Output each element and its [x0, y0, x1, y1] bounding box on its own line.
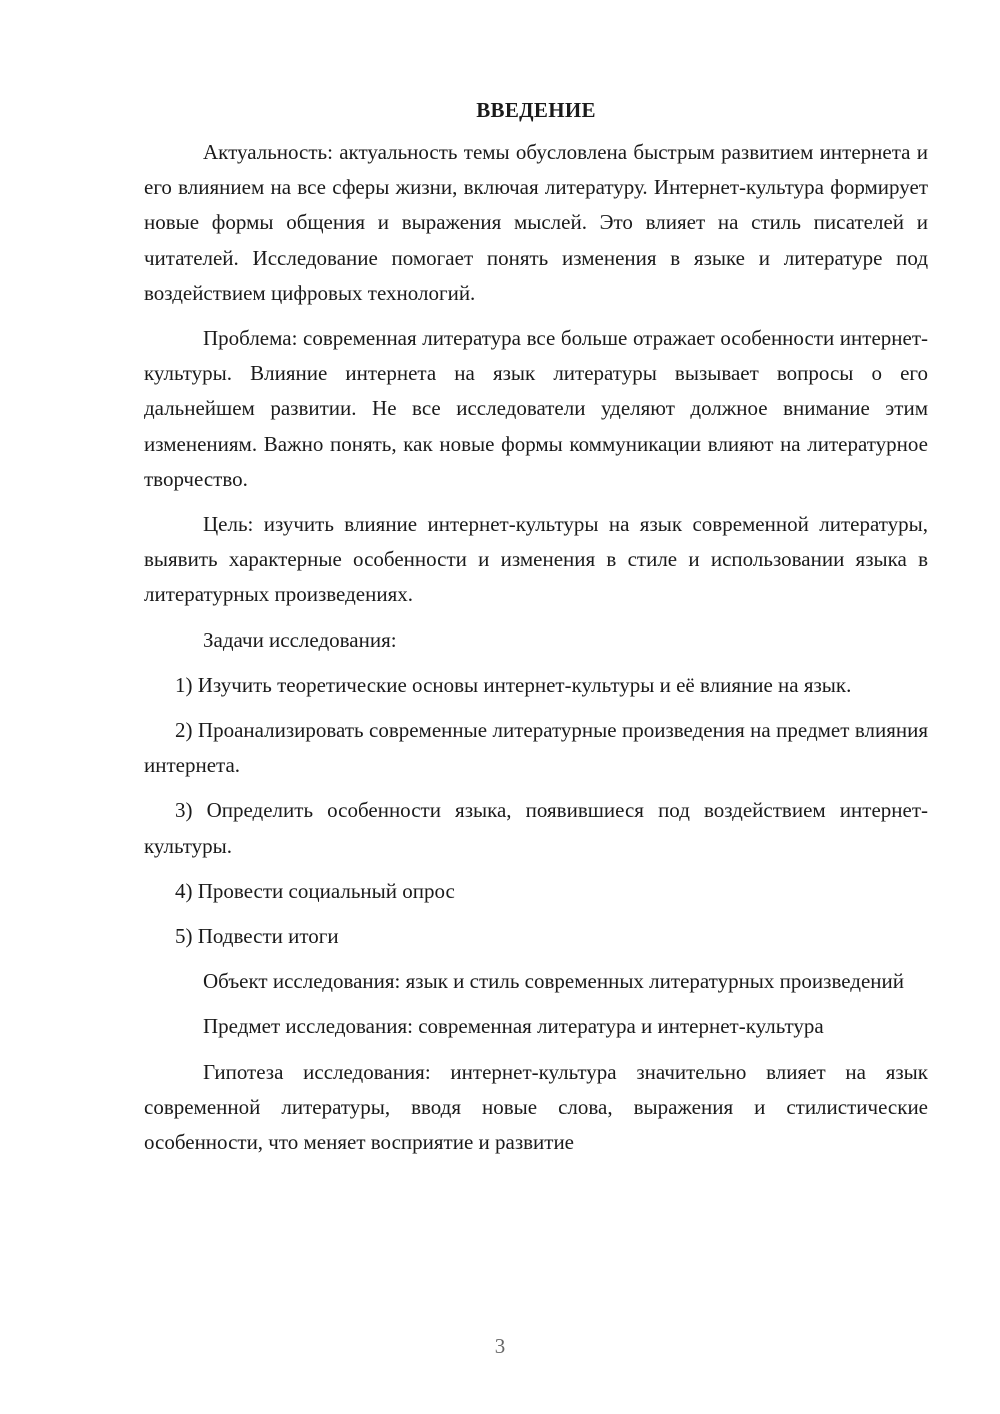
document-page	[144, 96, 928, 1170]
problem-paragraph: Проблема: современная литература все больше отражает особенности интернет-культуры. Влияние интернета на язык литературы вызывает вопросы о его дальнейшем развитии. Не все исследователи уделяют должное внимание этим изменениям. Важно понять, как новые формы коммуникации влияют на литературное творчество.	[144, 326, 928, 491]
task-item-2: 2) Проанализировать современные литературные произведения на предмет влияния интернета.	[144, 718, 928, 778]
section-heading: ВВЕДЕНИЕ	[476, 98, 596, 122]
tasks-heading: Задачи исследования:	[203, 627, 397, 652]
task-item-3: 3) Определить особенности языка, появившиеся под воздействием интернет-культуры.	[144, 798, 928, 858]
task-item-5: 5) Подвести итоги	[175, 924, 339, 949]
object-paragraph: Объект исследования: язык и стиль современных литературных произведений	[203, 969, 904, 994]
task-item-4: 4) Провести социальный опрос	[175, 878, 455, 903]
task-item-1: 1) Изучить теоретические основы интернет-культуры и её влияние на язык.	[175, 672, 852, 697]
relevance-paragraph: Актуальность: актуальность темы обусловлена быстрым развитием интернета и его влиянием на все сферы жизни, включая литературу. Интернет-культура формирует новые формы общения и выражения мыслей. Это влияет на стиль писателей и читателей. Исследование помогает понять изменения в языке и литературе под воздействием цифровых технологий.	[144, 140, 928, 305]
subject-paragraph: Предмет исследования: современная литература и интернет-культура	[203, 1014, 824, 1039]
page-number: 3	[494, 1334, 506, 1358]
goal-paragraph: Цель: изучить влияние интернет-культуры на язык современной литературы, выявить характерные особенности и изменения в стиле и использовании языка в литературных произведениях.	[144, 512, 928, 607]
hypothesis-paragraph: Гипотеза исследования: интернет-культура значительно влияет на язык современной литературы, вводя новые слова, выражения и стилистические особенности, что меняет восприятие и развитие	[144, 1059, 928, 1155]
